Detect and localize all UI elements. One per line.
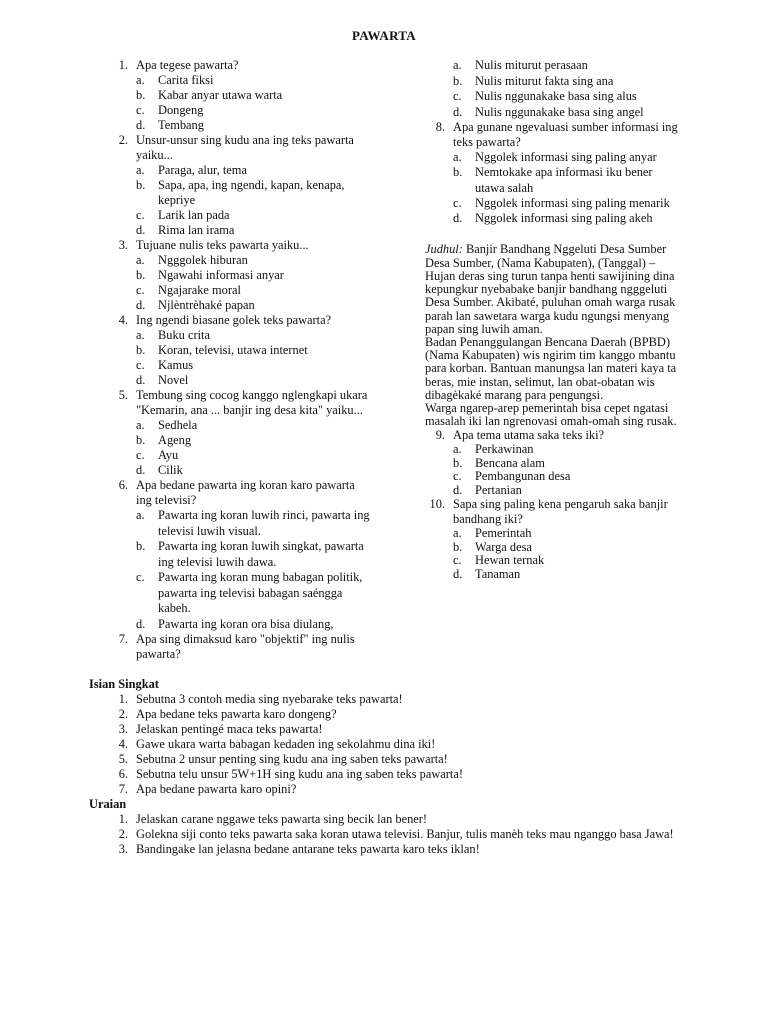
option-text: Sedhela xyxy=(158,418,198,432)
option-letter: c. xyxy=(453,469,462,484)
option-text: Pawarta ing koran luwih rinci, pawarta ing televisi luwih visual. xyxy=(158,508,370,538)
answer-option xyxy=(425,165,685,196)
answer-option xyxy=(108,539,373,570)
answer-option xyxy=(108,268,373,283)
question-text: Tujuane nulis teks pawarta yaiku... xyxy=(136,238,309,252)
option-letter: d. xyxy=(453,482,463,497)
option-letter: c. xyxy=(453,195,462,210)
option-letter: b. xyxy=(453,455,463,470)
option-text: Nggolek informasi sing paling akeh xyxy=(475,211,653,226)
answer-option xyxy=(425,484,685,498)
option-letter: a. xyxy=(136,163,145,177)
question-number: 10. xyxy=(429,497,445,512)
page-title: PAWARTA xyxy=(352,28,416,43)
question xyxy=(108,133,373,163)
question xyxy=(108,238,373,253)
option-text: Nulis nggunakake basa sing alus xyxy=(475,89,637,103)
option-text: Sapa, apa, ing ngendi, kapan, kenapa, kepriye xyxy=(158,178,345,207)
answer-option xyxy=(425,568,685,582)
question xyxy=(108,388,373,418)
option-text: Ngajarake moral xyxy=(158,283,241,297)
answer-option xyxy=(108,373,373,388)
option-text: Larik lan pada xyxy=(158,208,230,222)
answer-option xyxy=(425,74,685,90)
article-paragraph: Desa Sumber, (Nama Kabupaten), (Tanggal) – Hujan deras sing turun tanpa henti sawijining dina kepungkur nyebabake banjir bandhang ngggeluti Desa Sumber. Akibaté, puluhan omah warga rusak parah lan sawetara warga kudu ngungsi menyang papan sing luwih aman. xyxy=(425,255,676,336)
answer-option xyxy=(425,150,685,165)
item-text: Apa bedane teks pawarta karo dongeng? xyxy=(136,707,337,721)
option-text: Buku crita xyxy=(158,328,210,342)
answer-option xyxy=(108,88,373,103)
option-text: Njlèntrèhaké papan xyxy=(158,298,255,312)
answer-option xyxy=(425,554,685,568)
question xyxy=(425,497,685,527)
option-letter: b. xyxy=(136,178,146,192)
question xyxy=(425,428,685,443)
item-number: 3. xyxy=(118,722,128,736)
question xyxy=(108,313,373,328)
isian-singkat-list xyxy=(89,692,729,797)
answer-option xyxy=(108,343,373,358)
option-letter: a. xyxy=(136,328,145,342)
article-headline xyxy=(425,243,685,256)
option-letter: d. xyxy=(453,104,463,119)
option-text: Carita fiksi xyxy=(158,73,214,87)
question xyxy=(108,478,373,508)
question-10 xyxy=(425,497,685,581)
option-text: Nggolek informasi sing paling anyar xyxy=(475,150,657,164)
question-7-options xyxy=(425,58,685,120)
option-text: Paraga, alur, tema xyxy=(158,163,247,177)
option-letter: d. xyxy=(136,373,146,387)
option-text: Kabar anyar utawa warta xyxy=(158,88,283,102)
answer-option xyxy=(108,448,373,463)
question xyxy=(108,632,373,662)
item-number: 2. xyxy=(118,707,128,721)
option-letter: b. xyxy=(453,165,463,180)
question-text: Apa tema utama saka teks iki? xyxy=(453,428,605,443)
answer-option xyxy=(108,617,373,633)
question-number: 3. xyxy=(118,238,128,252)
question-number: 7. xyxy=(118,632,128,646)
option-text: Koran, televisi, utawa internet xyxy=(158,343,308,357)
option-text: Nulis nggunakake basa sing angel xyxy=(475,104,644,119)
option-text: Hewan ternak xyxy=(475,553,545,568)
bottom-section xyxy=(89,677,729,857)
item-text: Gawe ukara warta babagan kedaden ing sekolahmu dina iki! xyxy=(136,737,436,751)
question-9 xyxy=(425,428,685,497)
answer-option xyxy=(108,283,373,298)
option-letter: a. xyxy=(136,418,145,432)
item-number: 5. xyxy=(118,752,128,766)
option-letter: b. xyxy=(136,539,146,553)
option-text: Dongeng xyxy=(158,103,204,117)
option-text: Cilik xyxy=(158,463,183,477)
option-text: Nemtokake apa informasi iku bener utawa salah xyxy=(475,165,653,195)
option-text: Pemerintah xyxy=(475,526,532,541)
option-letter: c. xyxy=(453,553,462,568)
answer-option xyxy=(425,211,685,226)
option-text: Pawarta ing koran mung babagan politik, pawarta ing televisi babagan saéngga kabeh. xyxy=(158,570,363,615)
option-text: Tembang xyxy=(158,118,204,132)
item-text: Golekna siji conto teks pawarta saka koran utawa televisi. Banjur, tulis manèh teks mau nganggo basa Jawa! xyxy=(136,827,674,841)
option-text: Pawarta ing koran ora bisa diulang, xyxy=(158,616,334,631)
option-text: Warga desa xyxy=(475,539,532,554)
article-headline-label: Judhul: xyxy=(425,242,463,257)
list-item xyxy=(89,827,729,842)
list-item xyxy=(89,752,729,767)
answer-option xyxy=(108,508,373,539)
item-text: Jelaskan carane nggawe teks pawarta sing becik lan bener! xyxy=(136,812,428,826)
question-text: Apa sing dimaksud karo "objektif" ing nulis pawarta? xyxy=(136,632,355,661)
question-text: Apa bedane pawarta ing koran karo pawarta ing televisi? xyxy=(136,478,355,507)
item-number: 3. xyxy=(118,842,128,856)
option-text: Nggolek informasi sing paling menarik xyxy=(475,195,670,210)
question-number: 1. xyxy=(118,58,128,72)
question-number: 8. xyxy=(435,120,445,134)
option-letter: c. xyxy=(136,208,145,222)
list-item xyxy=(89,767,729,782)
answer-option xyxy=(108,570,373,617)
list-item xyxy=(89,842,729,857)
question-text: Apa tegese pawarta? xyxy=(136,58,239,72)
answer-option xyxy=(425,58,685,74)
answer-option xyxy=(108,463,373,478)
option-letter: b. xyxy=(453,539,463,554)
answer-option xyxy=(108,418,373,433)
option-letter: a. xyxy=(453,442,462,457)
list-item xyxy=(89,812,729,827)
option-letter: c. xyxy=(136,283,145,297)
option-letter: d. xyxy=(453,566,463,581)
list-item xyxy=(89,692,729,707)
option-letter: a. xyxy=(136,73,145,87)
item-text: Bandingake lan jelasna bedane antarane teks pawarta karo teks iklan! xyxy=(136,842,480,856)
item-text: Apa bedane pawarta karo opini? xyxy=(136,782,297,796)
question xyxy=(108,58,373,73)
option-letter: a. xyxy=(136,253,145,267)
answer-option xyxy=(425,196,685,211)
question-text: Ing ngendi biasane golek teks pawarta? xyxy=(136,313,332,327)
option-letter: c. xyxy=(136,358,145,372)
answer-option xyxy=(108,223,373,238)
option-letter: c. xyxy=(136,570,145,584)
answer-option xyxy=(425,443,685,457)
option-text: Rima lan irama xyxy=(158,223,235,237)
option-text: Ageng xyxy=(158,433,192,447)
answer-option xyxy=(108,208,373,223)
question-8 xyxy=(425,120,685,226)
article-paragraph: Warga ngarep-arep pemerintah bisa cepet ngatasi masalah iki lan ngrenovasi omah-omah sing rusak. xyxy=(425,400,677,429)
answer-option xyxy=(108,253,373,268)
option-letter: a. xyxy=(136,508,145,522)
article-paragraph: Badan Penanggulangan Bencana Daerah (BPBD) (Nama Kabupaten) wis ngirim tim kanggo mbantu para korban. Bantuan manungsa lan materi kaya ta beras, mie instan, selimut, lan obat-obatan wis dibagèkaké marang para pengungsi. xyxy=(425,334,677,402)
option-letter: a. xyxy=(453,58,462,72)
item-text: Jelaskan pentingé maca teks pawarta! xyxy=(136,722,323,736)
option-letter: b. xyxy=(136,343,146,357)
option-text: Nulis miturut fakta sing ana xyxy=(475,73,614,88)
item-number: 2. xyxy=(118,827,128,841)
uraian-list xyxy=(89,812,729,857)
option-letter: b. xyxy=(136,88,146,102)
option-text: Perkawinan xyxy=(475,442,534,457)
option-letter: d. xyxy=(136,616,146,631)
list-item xyxy=(89,722,729,737)
question-text: Unsur-unsur sing kudu ana ing teks pawarta yaiku... xyxy=(136,133,354,162)
option-letter: d. xyxy=(136,463,146,477)
option-text: Kamus xyxy=(158,358,194,372)
question-text: Tembung sing cocog kanggo nglengkapi ukara "Kemarin, ana ... banjir ing desa kita" yaiku... xyxy=(136,388,368,417)
option-letter: a. xyxy=(453,526,462,541)
option-text: Ayu xyxy=(158,448,179,462)
question-text: Sapa sing paling kena pengaruh saka banjir bandhang iki? xyxy=(453,497,668,527)
answer-option xyxy=(108,298,373,313)
option-text: Ngggolek hiburan xyxy=(158,253,248,267)
isian-singkat-heading: Isian Singkat xyxy=(89,677,159,691)
answer-option xyxy=(108,103,373,118)
answer-option xyxy=(108,73,373,88)
item-number: 6. xyxy=(118,767,128,781)
answer-option xyxy=(108,433,373,448)
question-number: 4. xyxy=(118,313,128,327)
article-headline-text: Banjir Bandhang Nggeluti Desa Sumber xyxy=(462,242,667,257)
item-number: 7. xyxy=(118,782,128,796)
news-article xyxy=(425,243,685,428)
option-letter: c. xyxy=(453,89,462,103)
option-text: Pertanian xyxy=(475,482,522,497)
option-letter: d. xyxy=(453,211,463,226)
option-text: Pembangunan desa xyxy=(475,469,571,484)
answer-option xyxy=(108,163,373,178)
option-letter: b. xyxy=(136,268,146,282)
item-number: 4. xyxy=(118,737,128,751)
item-text: Sebutna 2 unsur penting sing kudu ana ing saben teks pawarta! xyxy=(136,752,448,766)
question-number: 2. xyxy=(118,133,128,147)
question-number: 6. xyxy=(118,478,128,492)
option-letter: d. xyxy=(136,298,146,312)
answer-option xyxy=(108,358,373,373)
option-text: Pawarta ing koran luwih singkat, pawarta ing televisi luwih dawa. xyxy=(158,539,364,569)
right-column xyxy=(425,58,685,581)
answer-option xyxy=(425,527,685,541)
option-letter: b. xyxy=(453,73,463,88)
answer-option xyxy=(108,118,373,133)
list-item xyxy=(89,782,729,797)
option-letter: c. xyxy=(136,103,145,117)
option-letter: b. xyxy=(136,433,146,447)
option-text: Bencana alam xyxy=(475,455,545,470)
question-number: 5. xyxy=(118,388,128,402)
answer-option xyxy=(425,89,685,105)
item-text: Sebutna telu unsur 5W+1H sing kudu ana ing saben teks pawarta! xyxy=(136,767,464,781)
item-number: 1. xyxy=(118,692,128,706)
option-text: Ngawahi informasi anyar xyxy=(158,268,284,282)
option-letter: d. xyxy=(136,223,146,237)
uraian-heading: Uraian xyxy=(89,797,127,811)
question-number: 9. xyxy=(435,428,445,443)
list-item xyxy=(89,707,729,722)
question xyxy=(425,120,685,150)
option-text: Novel xyxy=(158,373,189,387)
answer-option xyxy=(425,470,685,484)
answer-option xyxy=(425,457,685,471)
answer-option xyxy=(425,105,685,121)
option-text: Nulis miturut perasaan xyxy=(475,58,588,72)
question-text: Apa gunane ngevaluasi sumber informasi ing teks pawarta? xyxy=(453,120,678,149)
option-text: Tanaman xyxy=(475,566,521,581)
answer-option xyxy=(108,178,373,208)
item-text: Sebutna 3 contoh media sing nyebarake teks pawarta! xyxy=(136,692,403,706)
option-letter: c. xyxy=(136,448,145,462)
answer-option xyxy=(108,328,373,343)
option-letter: d. xyxy=(136,118,146,132)
option-letter: a. xyxy=(453,150,462,164)
left-column xyxy=(108,58,373,662)
list-item xyxy=(89,737,729,752)
answer-option xyxy=(425,541,685,555)
item-number: 1. xyxy=(118,812,128,826)
